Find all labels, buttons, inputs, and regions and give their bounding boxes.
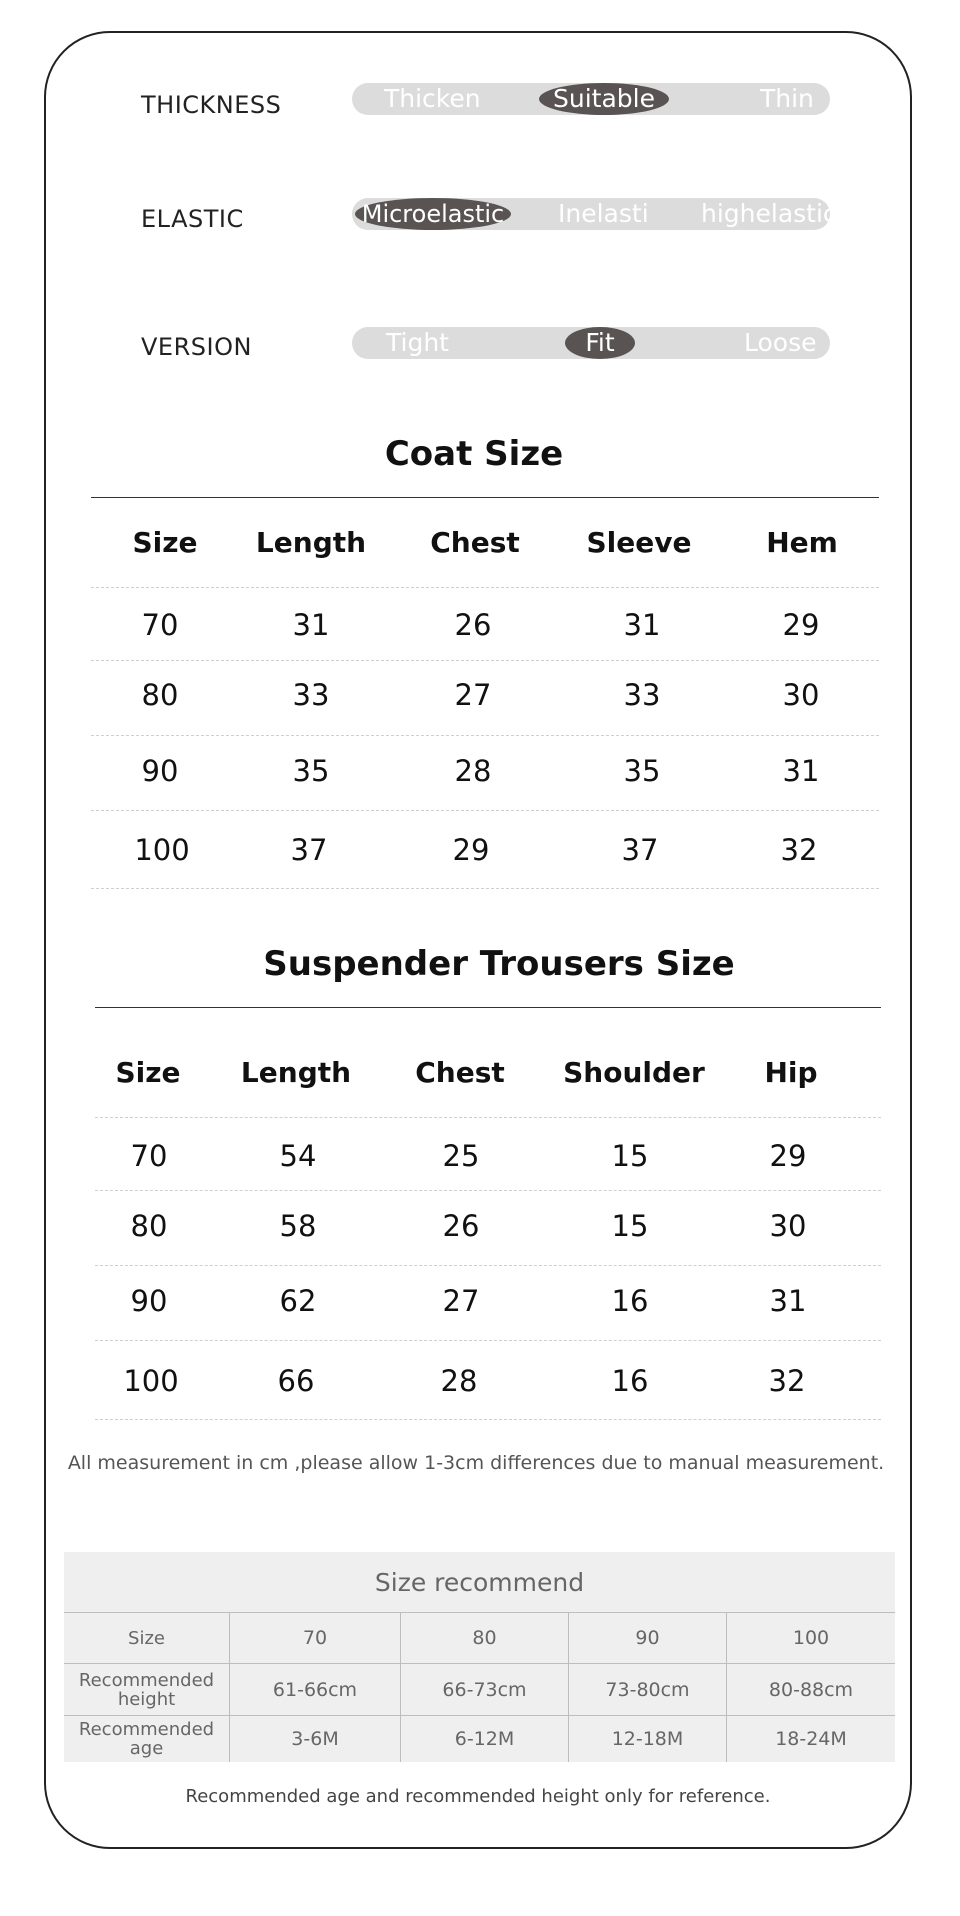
recommend-cell: 70 [230,1613,401,1664]
trousers-cell: 80 [130,1209,168,1243]
recommend-cell: 61-66cm [230,1664,401,1716]
table-row [64,1716,895,1762]
coat-divider [91,587,879,588]
version-option-fit: Fit [565,327,635,359]
coat-cell: 31 [292,608,330,642]
coat-cell: 28 [454,754,492,788]
recommend-cell: 80 [401,1613,569,1664]
coat-divider [91,735,879,736]
table-row [64,1664,895,1716]
coat-cell: 90 [141,754,179,788]
version-track [352,327,830,359]
thickness-option-suitable: Suitable [539,83,669,115]
recommend-cell: 100 [727,1613,896,1664]
trousers-header-hip: Hip [764,1056,818,1089]
trousers-cell: 25 [442,1139,480,1173]
coat-cell: 29 [452,833,490,867]
coat-cell: 29 [782,608,820,642]
coat-cell: 30 [782,678,820,712]
coat-cell: 35 [623,754,661,788]
elastic-option-inelasti: Inelasti [558,199,649,228]
thickness-option-thin: Thin [760,84,814,113]
coat-cell: 80 [141,678,179,712]
recommend-cell: 66-73cm [401,1664,569,1716]
trousers-cell: 15 [611,1139,649,1173]
coat-divider [91,810,879,811]
coat-cell: 33 [292,678,330,712]
trousers-cell: 31 [769,1284,807,1318]
recommend-cell: 18-24M [727,1716,896,1762]
trousers-cell: 32 [768,1364,806,1398]
thickness-track [352,83,830,115]
thickness-label: THICKNESS [141,91,282,119]
coat-cell: 27 [454,678,492,712]
coat-cell: 32 [780,833,818,867]
coat-cell: 37 [290,833,328,867]
elastic-option-microelastic: Microelastic [355,198,511,230]
coat-cell: 37 [621,833,659,867]
coat-header-size: Size [132,526,198,559]
trousers-size-title: Suspender Trousers Size [263,944,735,984]
trousers-divider [95,1419,881,1420]
coat-header-chest: Chest [430,526,520,559]
trousers-cell: 16 [611,1364,649,1398]
measurement-note: All measurement in cm ,please allow 1-3cm differences due to manual measurement. [67,1452,885,1474]
trousers-header-chest: Chest [415,1056,505,1089]
size-recommend-table [64,1552,895,1762]
coat-title-rule [91,497,879,498]
recommend-cell: 6-12M [401,1716,569,1762]
coat-cell: 26 [454,608,492,642]
trousers-cell: 70 [130,1139,168,1173]
coat-divider [91,888,879,889]
trousers-divider [95,1265,881,1266]
coat-cell: 31 [623,608,661,642]
thickness-option-thicken: Thicken [384,84,481,113]
version-option-loose: Loose [744,328,817,357]
trousers-divider [95,1117,881,1118]
coat-header-length: Length [255,526,367,559]
trousers-cell: 90 [130,1284,168,1318]
trousers-cell: 58 [279,1209,317,1243]
trousers-title-rule [95,1007,881,1008]
coat-header-sleeve: Sleeve [586,526,692,559]
trousers-cell: 66 [277,1364,315,1398]
version-label: VERSION [141,333,252,361]
recommend-cell: 3-6M [230,1716,401,1762]
row-label-age: Recommended age [64,1716,230,1762]
size-recommend-title: Size recommend [64,1552,895,1613]
coat-cell: 100 [134,833,190,867]
reference-note: Recommended age and recommended height only for reference. [185,1786,771,1807]
elastic-track [352,198,837,230]
coat-size-title: Coat Size [384,434,564,474]
trousers-cell: 26 [442,1209,480,1243]
elastic-option-highelastic: highelastic [701,199,837,228]
recommend-cell: 80-88cm [727,1664,896,1716]
coat-cell: 35 [292,754,330,788]
table-row [64,1613,895,1664]
trousers-divider [95,1190,881,1191]
coat-header-hem: Hem [766,526,838,559]
trousers-cell: 62 [279,1284,317,1318]
trousers-cell: 15 [611,1209,649,1243]
trousers-cell: 30 [769,1209,807,1243]
trousers-cell: 29 [769,1139,807,1173]
recommend-cell: 73-80cm [569,1664,727,1716]
version-option-tight: Tight [386,328,449,357]
trousers-cell: 16 [611,1284,649,1318]
trousers-header-size: Size [115,1056,181,1089]
coat-divider [91,660,879,661]
trousers-cell: 100 [123,1364,179,1398]
recommend-cell: 90 [569,1613,727,1664]
trousers-divider [95,1340,881,1341]
trousers-cell: 28 [440,1364,478,1398]
row-label-height: Recommended height [64,1664,230,1716]
elastic-label: ELASTIC [141,205,244,233]
trousers-header-shoulder: Shoulder [563,1056,705,1089]
recommend-cell: 12-18M [569,1716,727,1762]
trousers-cell: 27 [442,1284,480,1318]
coat-cell: 33 [623,678,661,712]
trousers-header-length: Length [240,1056,352,1089]
trousers-cell: 54 [279,1139,317,1173]
coat-cell: 31 [782,754,820,788]
coat-cell: 70 [141,608,179,642]
row-label-size: Size [64,1613,230,1664]
